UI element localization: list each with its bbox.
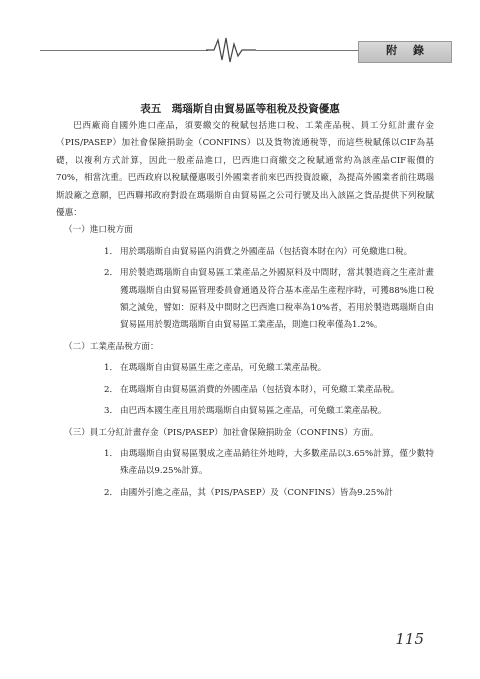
- list-item: [56, 244, 434, 261]
- section-heading-industrial-tax: （二）工業產品稅方面：: [64, 341, 159, 352]
- list-item: [56, 382, 434, 399]
- item-text: 由國外引進之產品，其（PIS/PASEP）及（CONFINS）皆為9.25%計: [120, 487, 393, 498]
- list-item: [56, 403, 434, 420]
- header-rule-left: [40, 50, 208, 51]
- section-heading-import-tax: （一）進口稅方面: [64, 225, 133, 236]
- item-text: 由瑪瑙斯自由貿易區製成之產品銷往外地時，大多數產品以3.65%計算，僅少數特殊產品以9.25%計算。: [120, 448, 434, 477]
- section-heading-pis-confins: （三）員工分紅計畫存金（PIS/PASEP）加社會保險捐助金（CONFINS）方面。: [64, 427, 379, 438]
- header-rule-right: [256, 50, 368, 51]
- intro-paragraph: 巴西廠商自國外進口產品，須要繳交的稅賦包括進口稅、工業產品稅、員工分紅計畫存金（PIS/PASEP）加社會保險捐助金（CONFINS）以及貨物流通稅等，而這些稅賦係以CIF為基礎，以複利方式計算，因此一般產品進口，巴西進口商繳交之稅賦通常約為該產品CIF報價的70%，相當沈重。巴西政府以稅賦優惠吸引外國業者前來巴西投資設廠，為提高外國業者前往瑪瑙斯設廠之意願，巴西聯邦政府對設在瑪瑙斯自由貿易區之公司行號及出入該區之貨品提供下列稅賦優惠：: [56, 121, 434, 219]
- item-number: 1．: [104, 448, 119, 459]
- item-text: 用於製造瑪瑙斯自由貿易區工業產品之外國原料及中間財，當其製造商之生產計畫獲瑪瑙斯自由貿易區管理委員會通過及符合基本產品生產程序時，可獲88%進口稅額之減免，譬如：原料及中間財之巴西進口稅率為10%者，若用於製造瑪瑙斯自由貿易區用於製造瑪瑙斯自由貿易區工業產品，則進口稅率僅為1.2%。: [120, 268, 434, 331]
- item-text: 由巴西本國生產且用於瑪瑙斯自由貿易區之產品，可免繳工業產品稅。: [120, 406, 387, 417]
- item-number: 1．: [104, 363, 119, 374]
- list-item: [56, 446, 434, 481]
- item-number: 2．: [104, 384, 119, 395]
- item-number: 2．: [104, 487, 119, 498]
- item-number: 2．: [104, 268, 119, 279]
- heartbeat-line-icon: [206, 36, 256, 66]
- header-label: 附 錄: [386, 44, 430, 57]
- list-item: [56, 360, 434, 377]
- item-text: 在瑪瑙斯自由貿易區消費的外國產品（包括資本財），可免繳工業產品稅。: [120, 384, 400, 395]
- list-item: [56, 485, 434, 502]
- page-number: 115: [395, 630, 424, 648]
- item-text: 用於瑪瑙斯自由貿易區內消費之外國產品（包括資本財在內）可免繳進口稅。: [120, 246, 413, 257]
- item-text: 在瑪瑙斯自由貿易區生產之產品，可免繳工業產品稅。: [120, 363, 327, 374]
- table-title: 表五 瑪瑙斯自由貿易區等租稅及投資優惠: [140, 103, 340, 115]
- item-number: 3．: [104, 406, 119, 417]
- item-number: 1．: [104, 246, 119, 257]
- document-body: [56, 118, 434, 502]
- running-header: [0, 36, 480, 66]
- list-item: [56, 265, 434, 335]
